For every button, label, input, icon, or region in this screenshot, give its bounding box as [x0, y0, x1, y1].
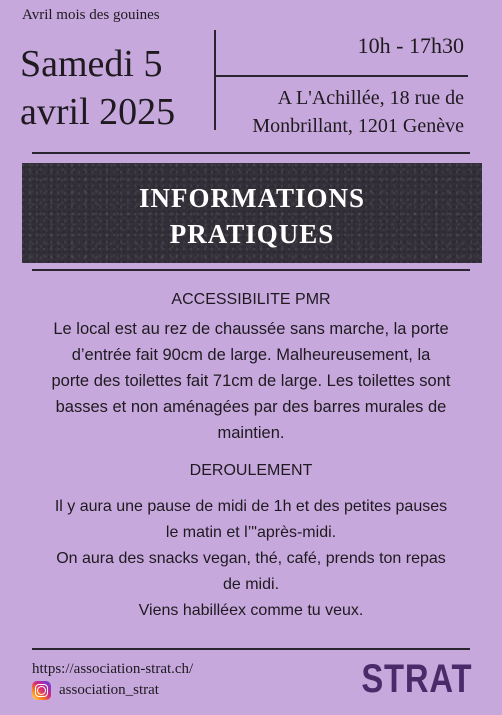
instagram-handle: association_strat: [59, 682, 159, 698]
schedule-line: de midi.: [222, 576, 280, 593]
schedule-line: le matin et l’"après-midi.: [165, 524, 337, 541]
address-line-2: Monbrillant, 1201 Genève: [252, 115, 464, 137]
header-vertical-divider: [214, 30, 216, 130]
schedule-line: Viens habilléex comme tu veux.: [138, 602, 364, 619]
accessibility-line: Le local est au rez de chaussée sans marche, la porte: [53, 320, 449, 338]
accessibility-title: ACCESSIBILITE PMR: [171, 291, 331, 308]
event-tagline: Avril mois des gouines: [22, 7, 160, 23]
accessibility-line: basses et non aménagées par des barres murales de: [55, 398, 447, 416]
event-date: [20, 40, 175, 136]
banner-bottom-divider: [32, 269, 470, 271]
schedule-line: Il y aura une pause de midi de 1h et des petites pauses: [54, 498, 448, 515]
strat-logo: STRAT: [361, 657, 472, 701]
header-time-divider: [216, 75, 468, 77]
event-date-line-1: Samedi 5: [20, 43, 163, 85]
banner-title-line-1: INFORMATIONS: [138, 183, 365, 213]
banner-title-line-2: PRATIQUES: [169, 219, 335, 249]
accessibility-line: maintien.: [217, 424, 285, 442]
banner-title: [139, 180, 365, 252]
address-line-1: A L'Achillée, 18 rue de: [277, 87, 464, 109]
schedule-title: DEROULEMENT: [189, 462, 313, 479]
info-banner: [22, 163, 482, 263]
header-bottom-divider: [32, 152, 470, 154]
footer-divider: [32, 648, 470, 650]
instagram-link[interactable]: [32, 681, 159, 700]
accessibility-line: porte des toilettes fait 71cm de large. Les toilettes sont: [51, 372, 451, 390]
event-date-line-2: avril 2025: [20, 91, 176, 133]
event-address: [252, 84, 464, 140]
schedule-text: [14, 494, 488, 624]
instagram-icon: [32, 681, 51, 700]
schedule-line: On aura des snacks vegan, thé, café, prends ton repas: [56, 550, 446, 567]
event-time: 10h - 17h30: [357, 33, 464, 58]
accessibility-line: d’entrée fait 90cm de large. Malheureusement, la: [71, 346, 431, 364]
website-link[interactable]: https://association-strat.ch/: [32, 661, 194, 677]
accessibility-text: [14, 316, 488, 446]
